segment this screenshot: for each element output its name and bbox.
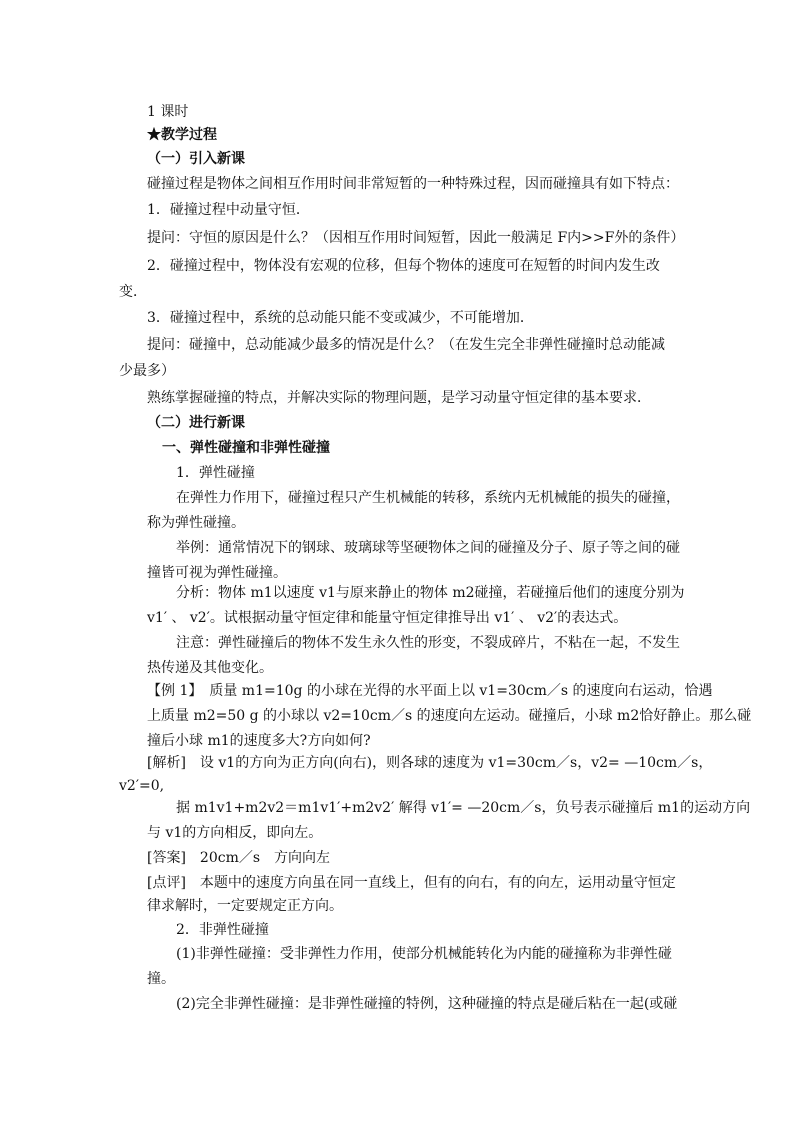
- doc-line-0: 1 课时: [147, 104, 189, 120]
- doc-line-31: [点评] 本题中的速度方向虽在同一直线上，但有的向右，有的向左，运用动量守恒定: [147, 875, 676, 891]
- doc-line-19: 分析：物体 m1以速度 v1与原来静止的物体 m2碰撞，若碰撞后他们的速度分别为: [176, 585, 685, 601]
- doc-line-24: 上质量 m2=50 g 的小球以 v2=10cm／s 的速度向左运动。碰撞后，小球 m2恰好静止。那么碰: [147, 708, 752, 724]
- doc-line-6: 2．碰撞过程中，物体没有宏观的位移，但每个物体的速度可在短暂的时间内发生改: [147, 258, 660, 274]
- doc-line-22: 热传递及其他变化。: [147, 660, 273, 676]
- doc-line-21: 注意：弹性碰撞后的物体不发生永久性的形变，不裂成碎片，不粘在一起，不发生: [176, 635, 680, 651]
- doc-line-14: 1．弹性碰撞: [176, 465, 255, 481]
- doc-line-13: 一、弹性碰撞和非弹性碰撞: [162, 440, 330, 456]
- doc-line-3: 碰撞过程是物体之间相互作用时间非常短暂的一种特殊过程，因而碰撞具有如下特点：: [147, 176, 679, 192]
- doc-line-10: 少最多）: [119, 363, 175, 379]
- doc-line-26: [解析] 设 v1的方向为正方向(向右)，则各球的速度为 v1=30cm／s，v2= —10cm／s，: [147, 755, 713, 771]
- doc-line-8: 3．碰撞过程中，系统的总动能只能不变或减少，不可能增加．: [147, 310, 534, 326]
- doc-line-36: (2)完全非弹性碰撞：是非弹性碰撞的特例，这种碰撞的特点是碰后粘在一起(或碰: [176, 996, 678, 1012]
- doc-line-18: 撞皆可视为弹性碰撞。: [147, 565, 287, 581]
- doc-line-27: v2′=0,: [119, 778, 165, 794]
- doc-line-1: ★教学过程: [147, 127, 217, 143]
- doc-line-33: 2．非弹性碰撞: [176, 922, 269, 938]
- doc-line-11: 熟练掌握碰撞的特点，并解决实际的物理问题，是学习动量守恒定律的基本要求．: [147, 390, 651, 406]
- doc-line-5: 提问：守恒的原因是什么？（因相互作用时间短暂，因此一般满足 F内>>F外的条件）: [147, 230, 685, 246]
- doc-line-15: 在弹性力作用下，碰撞过程只产生机械能的转移，系统内无机械能的损失的碰撞，: [176, 490, 680, 506]
- doc-line-7: 变．: [119, 284, 147, 300]
- doc-line-29: 与 v1的方向相反，即向左。: [147, 825, 323, 841]
- doc-line-17: 举例：通常情况下的钢球、玻璃球等坚硬物体之间的碰撞及分子、原子等之间的碰: [176, 540, 680, 556]
- doc-line-4: 1．碰撞过程中动量守恒．: [147, 202, 310, 218]
- doc-line-12: （二）进行新课: [147, 415, 245, 431]
- doc-line-32: 律求解时，一定要规定正方向。: [147, 898, 343, 914]
- doc-line-9: 提问：碰撞中，总动能减少最多的情况是什么？（在发生完全非弹性碰撞时总动能减: [147, 337, 665, 353]
- doc-line-16: 称为弹性碰撞。: [147, 515, 245, 531]
- doc-line-20: v1′ 、 v2′。试根据动量守恒定律和能量守恒定律推导出 v1′ 、 v2′的表达式。: [147, 610, 628, 626]
- doc-line-2: （一）引入新课: [147, 151, 245, 167]
- doc-line-34: (1)非弹性碰撞：受非弹性力作用，使部分机械能转化为内能的碰撞称为非弹性碰: [176, 946, 672, 962]
- doc-line-25: 撞后小球 m1的速度多大?方向如何?: [147, 733, 371, 749]
- doc-line-30: [答案] 20cm／s 方向向左: [147, 850, 331, 866]
- doc-line-35: 撞。: [147, 971, 175, 987]
- doc-line-28: 据 m1v1+m2v2＝m1v1′+m2v2′ 解得 v1′= —20cm／s，负号表示碰撞后 m1的运动方向: [176, 800, 751, 816]
- doc-line-23: 【例 1】 质量 m1=10g 的小球在光得的水平面上以 v1=30cm／s 的速度向右运动，恰遇: [147, 683, 713, 699]
